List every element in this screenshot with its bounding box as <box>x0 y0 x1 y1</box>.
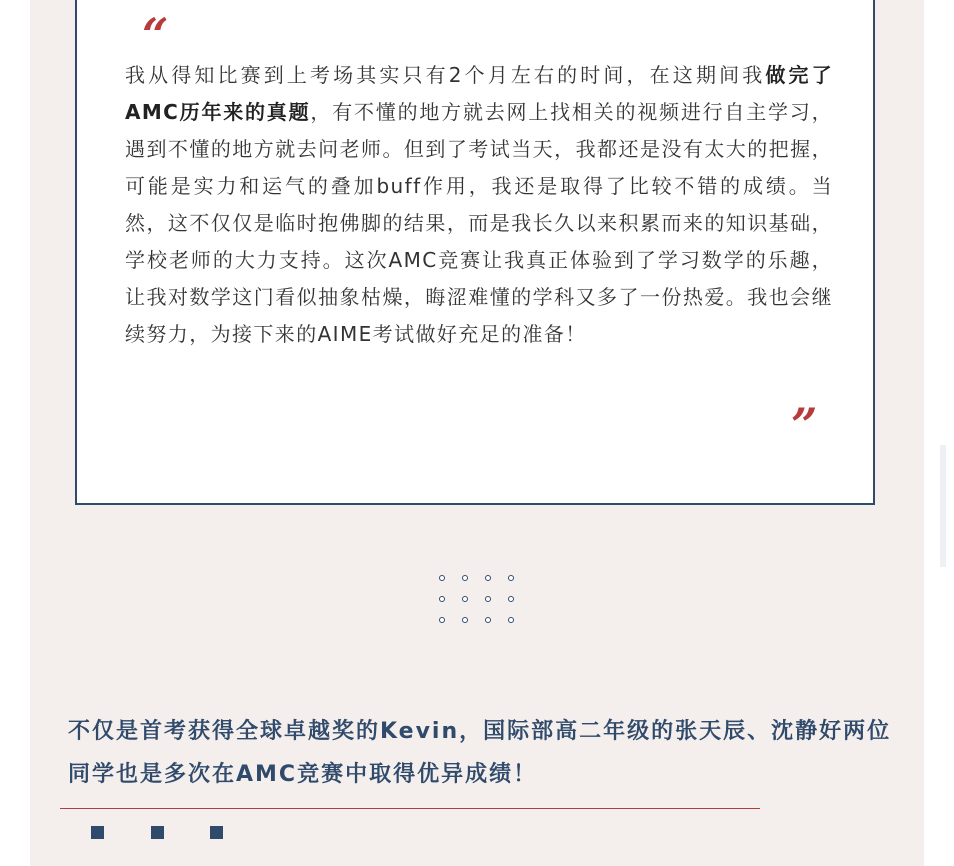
dot-icon <box>462 596 468 602</box>
dot-icon <box>462 617 468 623</box>
square-bullet-icon <box>210 826 223 839</box>
square-bullet-icon <box>91 826 104 839</box>
quote-text-start: 我从得知比赛到上考场其实只有2个月左右的时间，在这期间我 <box>125 63 766 87</box>
dot-icon <box>485 617 491 623</box>
open-quote-icon: “ <box>142 8 169 62</box>
dot-icon <box>439 596 445 602</box>
scroll-edge <box>940 445 946 567</box>
square-bullet-icon <box>151 826 164 839</box>
dot-icon <box>508 617 514 623</box>
headline-text: 不仅是首考获得全球卓越奖的Kevin，国际部高二年级的张天辰、沈静好两位同学也是多次在AMC竞赛中取得优异成绩！ <box>68 719 892 787</box>
dot-icon <box>485 596 491 602</box>
divider-line <box>60 808 760 809</box>
close-quote-icon: ” <box>791 398 818 452</box>
dot-icon <box>508 596 514 602</box>
dot-icon <box>485 575 491 581</box>
dot-icon <box>508 575 514 581</box>
quote-card <box>75 0 875 505</box>
dot-icon <box>439 575 445 581</box>
quote-text-end: ，有不懂的地方就去网上找相关的视频进行自主学习，遇到不懂的地方就去问老师。但到了考试当天，我都还是没有太大的把握，可能是实力和运气的叠加buff作用，我还是取得了比较不错的成绩。当然，这不仅仅是临时抱佛脚的结果，而是我长久以来积累而来的知识基础，学校老师的大力支持。这次AMC竞赛让我真正体验到了学习数学的乐趣，让我对数学这门看似抽象枯燥，晦涩难懂的学科又多了一份热爱。我也会继续努力，为接下来的AIME考试做好充足的准备！ <box>125 100 833 346</box>
dot-icon <box>462 575 468 581</box>
quote-text-bold: 做完了AMC历年来的真题 <box>125 63 833 124</box>
quote-text <box>125 57 833 353</box>
dot-grid-divider <box>436 572 524 632</box>
dot-icon <box>439 617 445 623</box>
